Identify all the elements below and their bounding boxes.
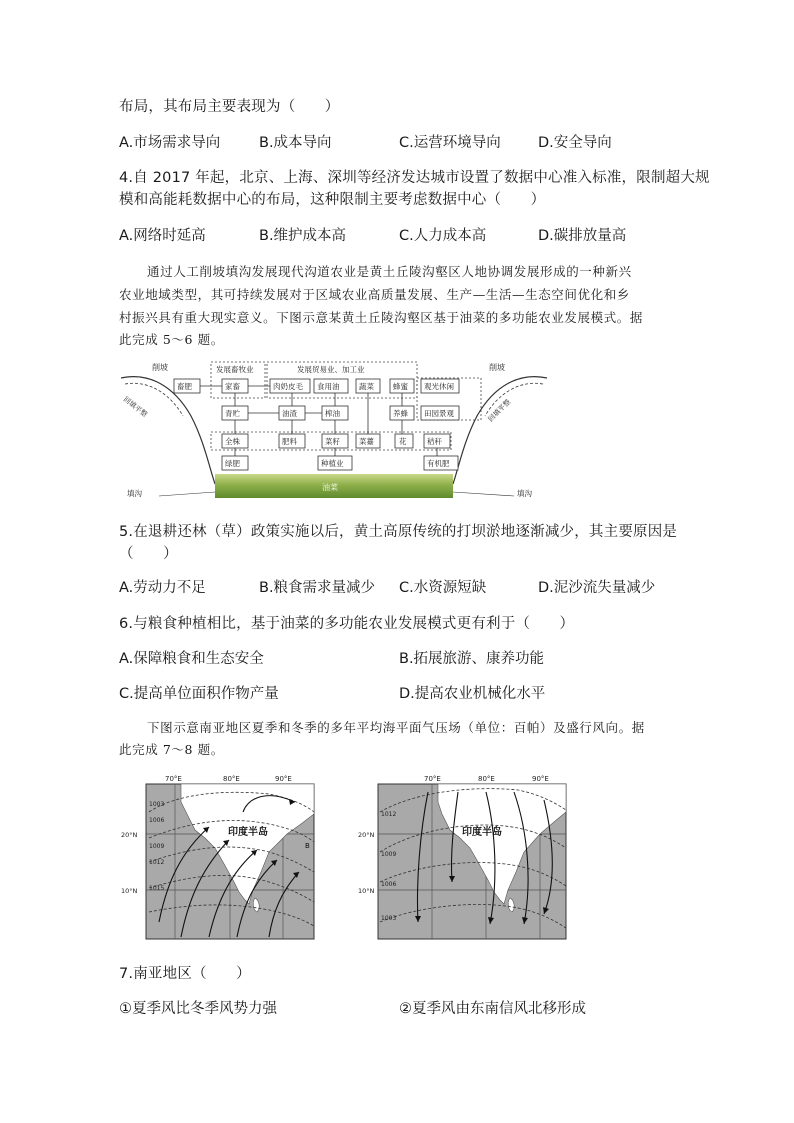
- q6-option-c[interactable]: C.提高单位面积作物产量: [119, 686, 279, 702]
- right-map-lon-90: 90°E: [532, 775, 549, 783]
- q3-option-c[interactable]: C.运营环境导向: [399, 135, 501, 151]
- left-isobar-1003: 1003: [149, 801, 165, 808]
- left-isobar-1015: 1015: [149, 885, 165, 892]
- box-vegetable: 蔬菜: [359, 382, 374, 391]
- q4-option-d[interactable]: D.碳排放量高: [538, 228, 627, 244]
- box-manure: 畜肥: [177, 382, 192, 391]
- box-sightseeing: 观光休闲: [424, 382, 454, 391]
- q5-option-c[interactable]: C.水资源短缺: [399, 580, 487, 596]
- terrace-right-label: 回填平整: [486, 397, 513, 424]
- ditch-left-label: 填沟: [127, 489, 142, 498]
- left-map-lon-70: 70°E: [165, 775, 182, 783]
- left-isobar-1009: 1009: [149, 843, 165, 850]
- box-livestock: 家畜: [225, 382, 240, 391]
- left-map-lat-20: 20°N: [121, 831, 138, 839]
- rapeseed-agriculture-diagram: [119, 356, 549, 504]
- box-shoots: 菜薹: [359, 437, 374, 446]
- q3-option-d[interactable]: D.安全导向: [538, 135, 612, 151]
- box-organic-fertilizer: 有机肥: [427, 459, 450, 468]
- right-isobar-1006: 1006: [381, 881, 397, 888]
- passage1-line3: 村振兴具有重大现实意义。下图示意某黄土丘陵沟壑区基于油菜的多功能农业发展模式。据: [119, 310, 644, 325]
- left-isobar-1012: 1012: [149, 859, 165, 866]
- right-isobar-1009: 1009: [381, 851, 397, 858]
- box-honey: 蜂蜜: [393, 382, 408, 391]
- left-map-title: 印度半岛: [228, 827, 268, 838]
- left-map-lon-80: 80°E: [223, 775, 240, 783]
- q7-option-2[interactable]: ②夏季风由东南信风北移形成: [399, 1001, 586, 1017]
- q6-option-b[interactable]: B.拓展旅游、康养功能: [399, 651, 545, 667]
- box-flower: 花: [399, 437, 407, 446]
- right-map-lat-10: 10°N: [358, 887, 375, 895]
- ditch-right-label: 填沟: [517, 489, 532, 498]
- q5-option-a[interactable]: A.劳动力不足: [119, 580, 206, 596]
- q3-stem-tail: 布局，其布局主要表现为（ ）: [119, 99, 340, 115]
- q4-option-c[interactable]: C.人力成本高: [399, 228, 487, 244]
- box-landscape: 田园景观: [424, 409, 454, 418]
- passage2-line1: 下图示意南亚地区夏季和冬季的多年平均海平面气压场（单位：百帕）及盛行风向。据: [147, 720, 645, 735]
- q7-stem: 7.南亚地区（ ）: [119, 966, 251, 982]
- q5-stem-line2: （ ）: [119, 546, 178, 562]
- left-map-letter: B: [305, 842, 310, 850]
- q4-stem-line2: 模和高能耗数据中心的布局，这种限制主要考虑数据中心（ ）: [119, 192, 546, 208]
- group-label-trade: 发展贸易业、加工业: [297, 365, 365, 374]
- right-map-lon-80: 80°E: [478, 775, 495, 783]
- summer-pressure-map: [119, 772, 319, 942]
- slope-left-label: 削坡: [152, 363, 168, 372]
- passage2-line2: 此完成 7～8 题。: [119, 742, 224, 757]
- left-map-lon-90: 90°E: [275, 775, 292, 783]
- box-planting: 种植业: [321, 459, 344, 468]
- q3-option-a[interactable]: A.市场需求导向: [119, 135, 221, 151]
- left-map-lat-10: 10°N: [121, 887, 138, 895]
- q4-stem-line1: 4.自 2017 年起，北京、上海、深圳等经济发达城市设置了数据中心准入标准，限制超大规: [119, 170, 710, 186]
- box-edible-oil: 食用油: [317, 382, 340, 391]
- box-whole-plant: 全株: [225, 437, 240, 446]
- field-label: 油菜: [322, 483, 338, 492]
- q5-option-b[interactable]: B.粮食需求量减少: [259, 580, 376, 596]
- right-map-lat-20: 20°N: [358, 831, 375, 839]
- group-label-livestock: 发展畜牧业: [216, 365, 254, 374]
- passage1-line2: 农业地域类型，其可持续发展对于区域农业高质量发展、生产—生活—生态空间优化和乡: [119, 287, 630, 302]
- box-meat-milk: 肉奶皮毛: [273, 382, 303, 391]
- q4-option-b[interactable]: B.维护成本高: [259, 228, 347, 244]
- q6-option-d[interactable]: D.提高农业机械化水平: [399, 686, 546, 702]
- passage1-line4: 此完成 5～6 题。: [119, 332, 224, 347]
- box-pressing: 榨油: [325, 409, 340, 418]
- right-isobar-1012: 1012: [381, 811, 397, 818]
- box-beekeeping: 养蜂: [393, 409, 408, 418]
- box-green-manure: 绿肥: [225, 459, 240, 468]
- q6-option-a[interactable]: A.保障粮食和生态安全: [119, 651, 264, 667]
- right-map-lon-70: 70°E: [424, 775, 441, 783]
- q4-option-a[interactable]: A.网络时延高: [119, 228, 206, 244]
- box-silage: 青贮: [225, 409, 240, 418]
- terrace-left-label: 回填平整: [121, 395, 149, 419]
- q5-option-d[interactable]: D.泥沙流失量减少: [538, 580, 656, 596]
- box-rapeseed: 菜籽: [325, 437, 340, 446]
- q6-stem: 6.与粮食种植相比，基于油菜的多功能农业发展模式更有利于（ ）: [119, 616, 575, 632]
- q7-option-1[interactable]: ①夏季风比冬季风势力强: [119, 1001, 277, 1017]
- slope-right-label: 削坡: [489, 363, 505, 372]
- left-isobar-1006: 1006: [149, 817, 165, 824]
- right-map-title: 印度半岛: [462, 827, 502, 838]
- q3-option-b[interactable]: B.成本导向: [259, 135, 332, 151]
- box-fertilizer: 肥料: [282, 437, 297, 446]
- q5-stem-line1: 5.在退耕还林（草）政策实施以后，黄土高原传统的打坝淤地逐渐减少，其主要原因是: [119, 524, 678, 540]
- box-straw: 秸秆: [427, 437, 442, 446]
- right-isobar-1003: 1003: [381, 915, 397, 922]
- box-oil-residue: 油渣: [282, 409, 297, 418]
- passage1-line1: 通过人工削坡填沟发展现代沟道农业是黄土丘陵沟壑区人地协调发展形成的一种新兴: [147, 264, 632, 279]
- winter-pressure-map: [358, 772, 568, 942]
